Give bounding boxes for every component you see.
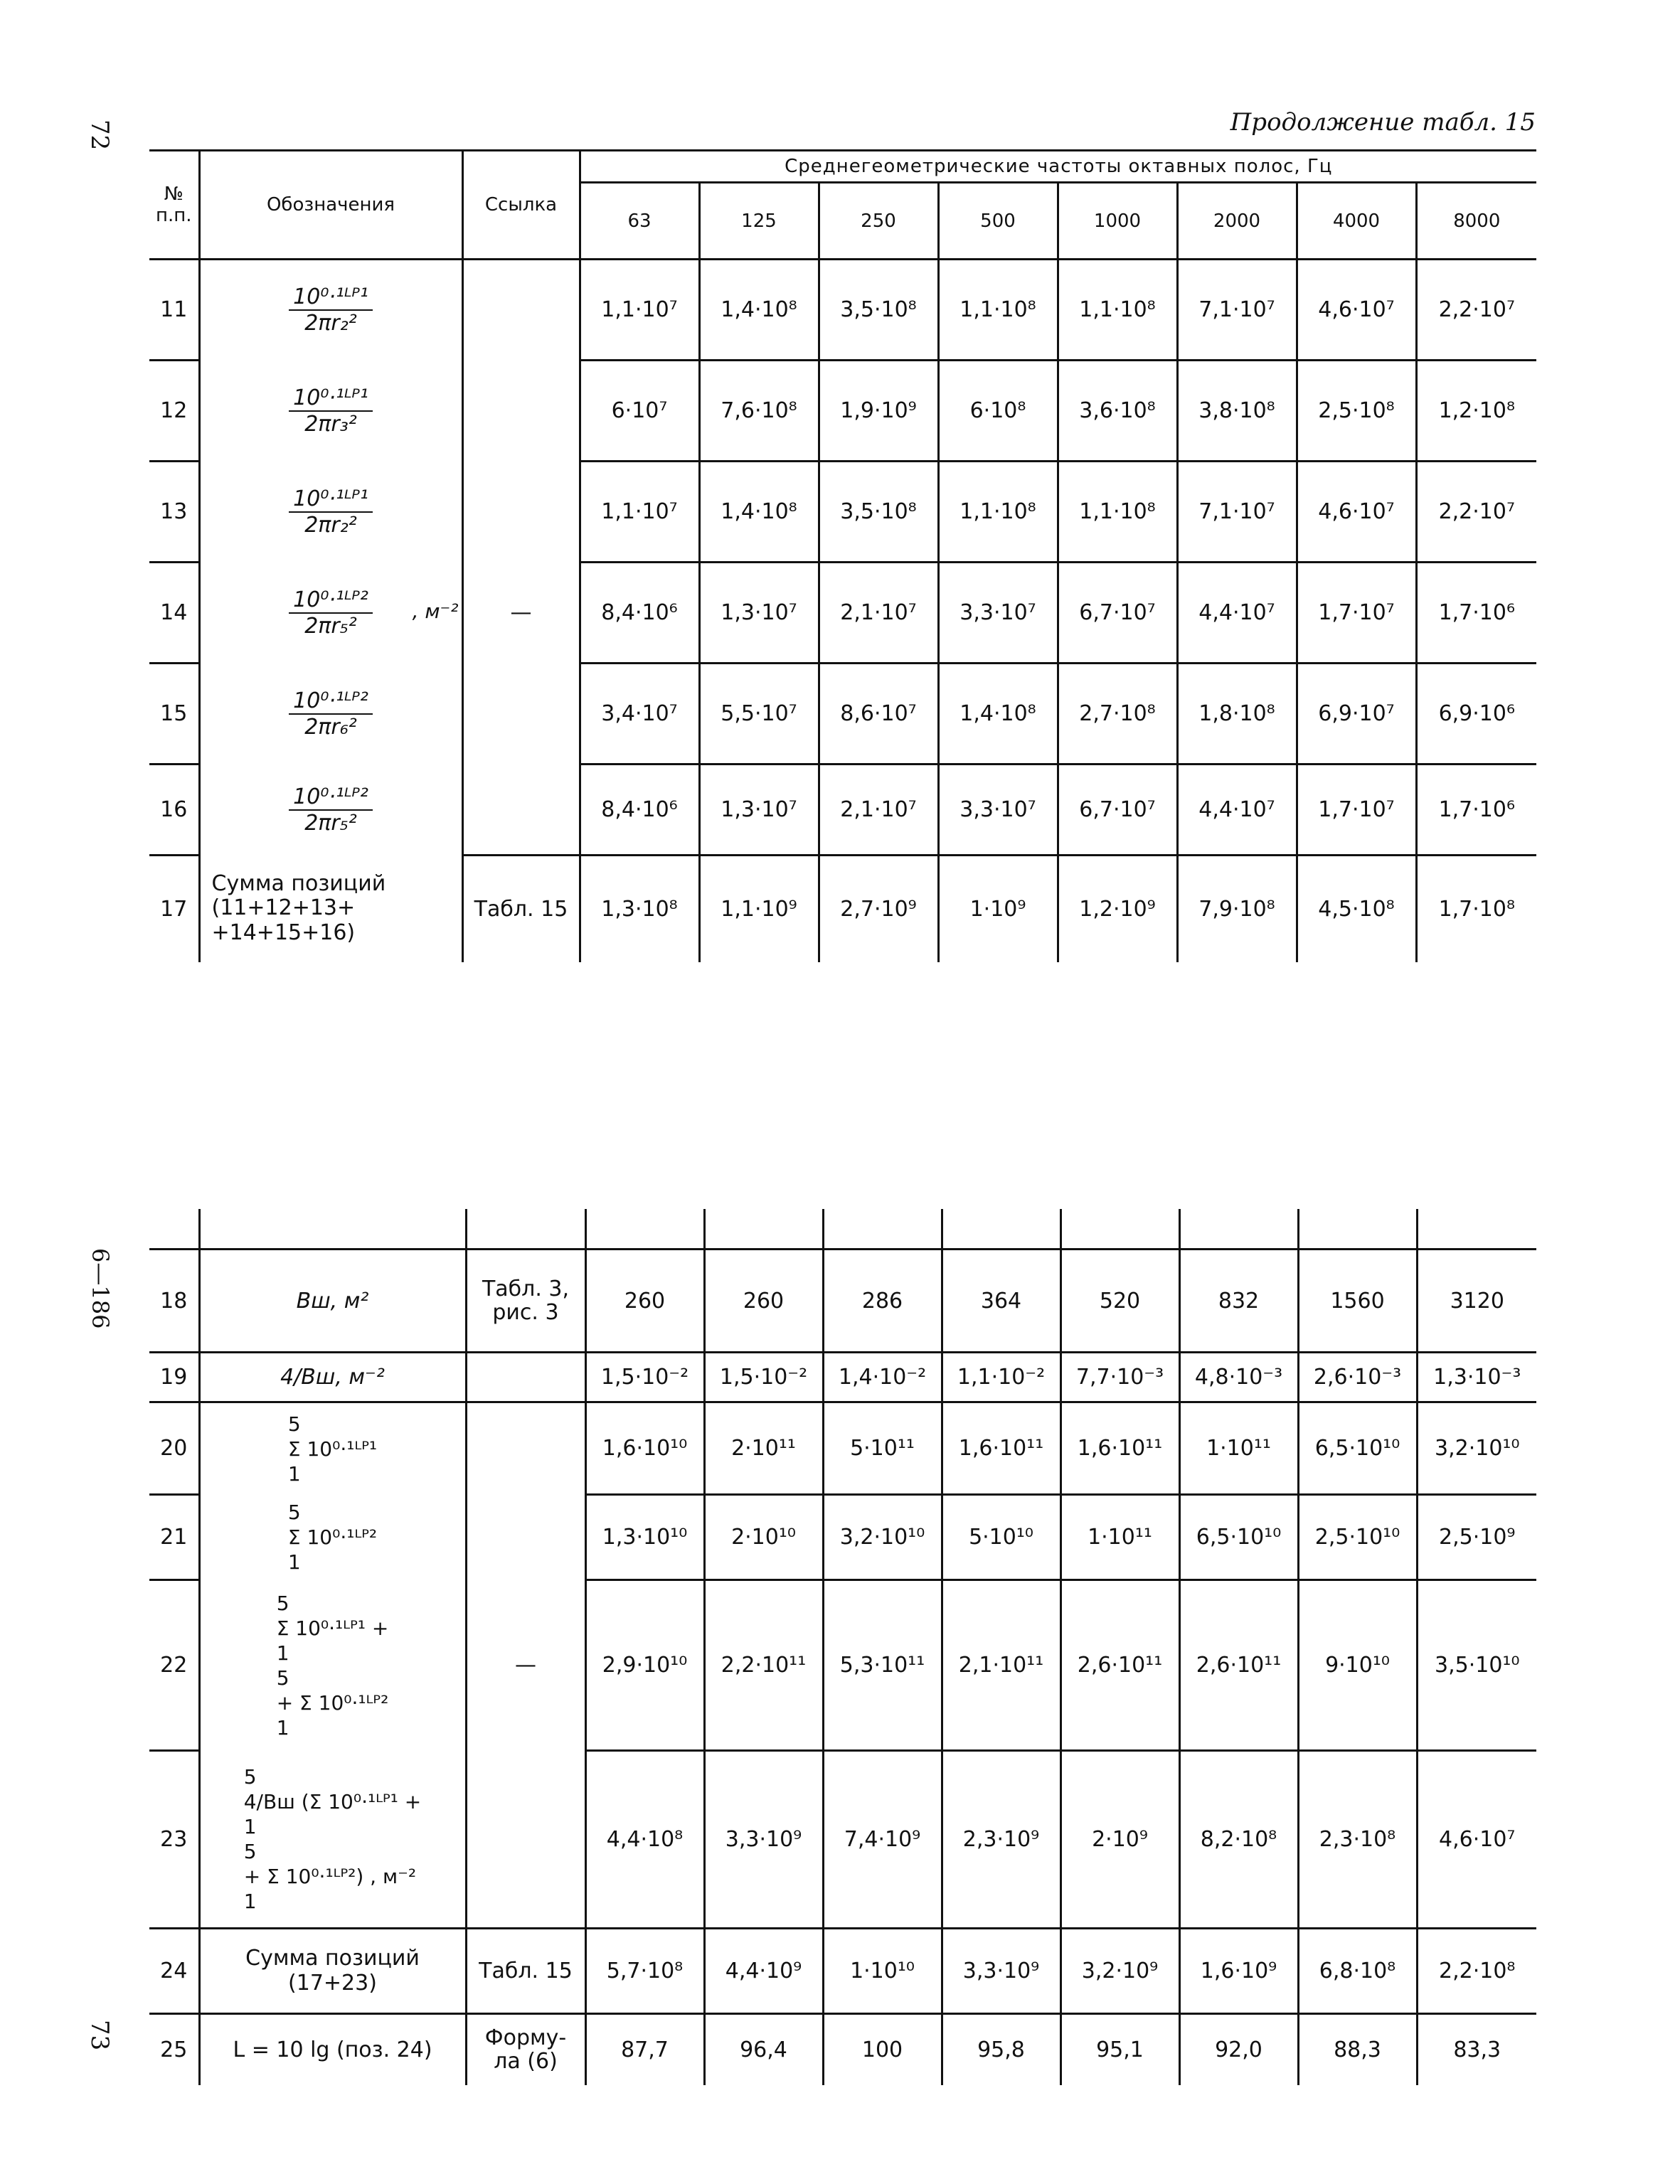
label-line: Сумма позиций	[211, 870, 386, 896]
reference-cell	[466, 1402, 585, 1495]
row-number: 24	[149, 1929, 199, 2014]
value-cell: 1,5·10⁻²	[585, 1353, 704, 1402]
designation-cell: $\frac{\text{10⁰·¹ᴸᴾ¹}}{\text{2πr₃²}}$	[199, 361, 462, 462]
value-cell: 8,2·10⁸	[1179, 1751, 1298, 1929]
value-cell: 4,4·10⁸	[585, 1751, 704, 1929]
value-cell: 1,1·10⁸	[938, 260, 1058, 361]
header-frequency-title: Среднегеометрические частоты октавных полос, Гц	[580, 151, 1536, 183]
reference-cell: Табл. 15	[462, 856, 580, 962]
value-cell: 100	[823, 2014, 942, 2085]
sum-lower-limit: 1	[243, 1889, 257, 1913]
header-freq: 63	[580, 183, 699, 260]
value-cell: 2,2·10⁷	[1416, 462, 1536, 563]
value-cell: 1,3·10⁸	[580, 856, 699, 962]
sum-lower-limit: 1	[287, 1550, 301, 1574]
value-cell: 95,8	[942, 2014, 1060, 2085]
value-cell: 1,1·10⁷	[580, 260, 699, 361]
value-cell: 2,6·10¹¹	[1060, 1580, 1179, 1751]
designation-cell: $\frac{\text{10⁰·¹ᴸᴾ²}}{\text{2πr₅²}}$ , м⁻²	[199, 563, 462, 664]
value-cell: 1,7·10⁷	[1297, 563, 1416, 664]
value-cell: 96,4	[704, 2014, 823, 2085]
value-cell: 2,2·10⁷	[1416, 260, 1536, 361]
row-number: 12	[149, 361, 199, 462]
value-cell: 6,8·10⁸	[1298, 1929, 1417, 2014]
header-freq: 8000	[1416, 183, 1536, 260]
row-number: 23	[149, 1751, 199, 1929]
value-cell: 4,6·10⁷	[1297, 462, 1416, 563]
reference-cell	[462, 462, 580, 563]
value-cell: 3,2·10⁹	[1060, 1929, 1179, 2014]
value-cell: 2,2·10¹¹	[704, 1580, 823, 1751]
value-cell: 3,2·10¹⁰	[823, 1495, 942, 1580]
label-line: (11+12+13+	[211, 895, 356, 921]
designation-cell: $\frac{\text{10⁰·¹ᴸᴾ¹}}{\text{2πr₂²}}$	[199, 462, 462, 563]
value-cell: 364	[942, 1250, 1060, 1353]
label-line: Сумма позиций	[245, 1946, 420, 1971]
sum-lower-limit: 1	[276, 1641, 289, 1665]
reference-cell	[466, 1353, 585, 1402]
value-cell: 1,1·10⁸	[1058, 462, 1177, 563]
value-cell: 4,6·10⁷	[1417, 1751, 1536, 1929]
sum-expression: Σ 10⁰·¹ᴸᴾ¹ +	[276, 1616, 389, 1640]
value-cell: 7,1·10⁷	[1177, 462, 1297, 563]
designation-cell: 4/Bш, м⁻²	[199, 1353, 466, 1402]
value-cell: 4,5·10⁸	[1297, 856, 1416, 962]
reference-cell	[462, 260, 580, 361]
value-cell: 2,3·10⁹	[942, 1751, 1060, 1929]
sum-expression: + Σ 10⁰·¹ᴸᴾ²) , м⁻²	[243, 1864, 417, 1888]
reference-dash: —	[462, 563, 580, 664]
value-cell: 3,8·10⁸	[1177, 361, 1297, 462]
value-cell: 3,5·10⁸	[819, 462, 938, 563]
value-cell: 2·10¹⁰	[704, 1495, 823, 1580]
header-no: № п.п.	[149, 151, 199, 260]
signature-mark: 6—186	[87, 1248, 114, 1329]
sum-lower-limit: 1	[276, 1715, 289, 1740]
value-cell: 520	[1060, 1250, 1179, 1353]
reference-cell	[466, 1751, 585, 1929]
value-cell: 2,9·10¹⁰	[585, 1580, 704, 1751]
sum-upper-limit: 5	[276, 1591, 289, 1615]
value-cell: 9·10¹⁰	[1298, 1580, 1417, 1751]
value-cell: 1,4·10⁸	[699, 462, 819, 563]
value-cell: 5·10¹⁰	[942, 1495, 1060, 1580]
designation-cell: Bш, м²	[199, 1250, 466, 1353]
designation-cell	[199, 1929, 466, 2014]
value-cell: 1,1·10⁹	[699, 856, 819, 962]
label-line: (17+23)	[288, 1970, 377, 1996]
designation-cell: $\frac{\text{10⁰·¹ᴸᴾ²}}{\text{2πr₅²}}$	[199, 765, 462, 856]
value-cell: 1,7·10⁸	[1416, 856, 1536, 962]
sum-upper-limit: 5	[243, 1839, 257, 1863]
value-cell: 3120	[1417, 1250, 1536, 1353]
reference-cell	[462, 765, 580, 856]
value-cell: 7,9·10⁸	[1177, 856, 1297, 962]
header-reference: Ссылка	[462, 151, 580, 260]
value-cell: 2,6·10¹¹	[1179, 1580, 1298, 1751]
value-cell: 95,1	[1060, 2014, 1179, 2085]
value-cell: 5·10¹¹	[823, 1402, 942, 1495]
row-number: 18	[149, 1250, 199, 1353]
header-freq: 2000	[1177, 183, 1297, 260]
unit-label: , м⁻²	[412, 599, 459, 623]
row-number: 16	[149, 765, 199, 856]
table-continuation-15-part1	[149, 149, 1536, 962]
value-cell: 2,6·10⁻³	[1298, 1353, 1417, 1402]
reference-cell	[466, 2014, 585, 2085]
value-cell: 7,6·10⁸	[699, 361, 819, 462]
value-cell: 1,6·10¹¹	[942, 1402, 1060, 1495]
value-cell: 3,4·10⁷	[580, 664, 699, 765]
value-cell: 1560	[1298, 1250, 1417, 1353]
value-cell: 2·10⁹	[1060, 1751, 1179, 1929]
sum-expression: Σ 10⁰·¹ᴸᴾ²	[287, 1525, 378, 1549]
value-cell: 1,7·10⁶	[1416, 765, 1536, 856]
value-cell: 8,4·10⁶	[580, 563, 699, 664]
value-cell: 1,1·10⁸	[1058, 260, 1177, 361]
value-cell: 2,3·10⁸	[1298, 1751, 1417, 1929]
reference-cell	[466, 1495, 585, 1580]
sum-expression: Σ 10⁰·¹ᴸᴾ¹	[287, 1437, 378, 1461]
value-cell: 6,5·10¹⁰	[1179, 1495, 1298, 1580]
sum-upper-limit: 5	[287, 1501, 301, 1524]
value-cell: 1,7·10⁷	[1297, 765, 1416, 856]
label-line: +14+15+16)	[211, 920, 356, 945]
value-cell: 6,9·10⁶	[1416, 664, 1536, 765]
value-cell: 1,6·10¹⁰	[585, 1402, 704, 1495]
sum-upper-limit: 5	[243, 1764, 257, 1789]
value-cell: 92,0	[1179, 2014, 1298, 2085]
value-cell: 4,8·10⁻³	[1179, 1353, 1298, 1402]
sum-expression: 4/Bш (Σ 10⁰·¹ᴸᴾ¹ +	[243, 1789, 422, 1813]
ref-line: ла (6)	[494, 2049, 558, 2074]
value-cell: 1·10¹⁰	[823, 1929, 942, 2014]
row-number: 11	[149, 260, 199, 361]
header-designation: Обозначения	[199, 151, 462, 260]
value-cell: 260	[704, 1250, 823, 1353]
value-cell: 4,4·10⁷	[1177, 563, 1297, 664]
value-cell: 1,3·10⁷	[699, 765, 819, 856]
value-cell: 2,5·10¹⁰	[1298, 1495, 1417, 1580]
value-cell: 1·10⁹	[938, 856, 1058, 962]
value-cell: 1,4·10⁻²	[823, 1353, 942, 1402]
value-cell: 260	[585, 1250, 704, 1353]
value-cell: 6,5·10¹⁰	[1298, 1402, 1417, 1495]
designation-cell: $\frac{\text{10⁰·¹ᴸᴾ¹}}{\text{2πr₂²}}$	[199, 260, 462, 361]
value-cell: 1,3·10⁷	[699, 563, 819, 664]
header-freq: 500	[938, 183, 1058, 260]
header-freq: 250	[819, 183, 938, 260]
value-cell: 1,2·10⁸	[1416, 361, 1536, 462]
designation-cell	[199, 1751, 466, 1929]
value-cell: 6,7·10⁷	[1058, 563, 1177, 664]
reference-cell	[462, 664, 580, 765]
value-cell: 8,6·10⁷	[819, 664, 938, 765]
value-cell: 2,1·10⁷	[819, 563, 938, 664]
value-cell: 6·10⁸	[938, 361, 1058, 462]
value-cell: 5,5·10⁷	[699, 664, 819, 765]
row-number: 25	[160, 2037, 188, 2062]
value-cell: 2,2·10⁸	[1417, 1929, 1536, 2014]
value-cell: 87,7	[585, 2014, 704, 2085]
row-number: 20	[149, 1402, 199, 1495]
value-cell: 5,3·10¹¹	[823, 1580, 942, 1751]
value-cell: 1,1·10⁸	[938, 462, 1058, 563]
value-cell: 2,1·10⁷	[819, 765, 938, 856]
designation-cell	[199, 1580, 466, 1751]
page-number-bottom: 73	[85, 2020, 114, 2051]
value-cell: 5,7·10⁸	[585, 1929, 704, 2014]
value-cell: 4,6·10⁷	[1297, 260, 1416, 361]
value-cell: 2,7·10⁸	[1058, 664, 1177, 765]
row-number: 17	[160, 896, 188, 922]
designation-cell: L = 10 lg (поз. 24)	[199, 2014, 466, 2085]
value-cell: 8,4·10⁶	[580, 765, 699, 856]
value-cell: 88,3	[1298, 2014, 1417, 2085]
value-cell: 3,5·10¹⁰	[1417, 1580, 1536, 1751]
value-cell: 6·10⁷	[580, 361, 699, 462]
sum-upper-limit: 5	[276, 1666, 289, 1690]
page-number-top: 72	[85, 119, 114, 151]
value-cell: 1,6·10⁹	[1179, 1929, 1298, 2014]
value-cell: 1,4·10⁸	[938, 664, 1058, 765]
sum-lower-limit: 1	[287, 1461, 301, 1486]
ref-line: рис. 3	[492, 1300, 559, 1325]
value-cell: 3,3·10⁷	[938, 563, 1058, 664]
designation-cell	[199, 1402, 466, 1495]
value-cell: 7,7·10⁻³	[1060, 1353, 1179, 1402]
value-cell: 832	[1179, 1250, 1298, 1353]
value-cell: 1,8·10⁸	[1177, 664, 1297, 765]
value-cell: 1·10¹¹	[1060, 1495, 1179, 1580]
reference-cell: Табл. 15	[466, 1929, 585, 2014]
designation-cell: $\frac{\text{10⁰·¹ᴸᴾ²}}{\text{2πr₆²}}$	[199, 664, 462, 765]
value-cell: 1,1·10⁷	[580, 462, 699, 563]
row-number: 14	[149, 563, 199, 664]
table-continuation-15-part2	[149, 1209, 1536, 2085]
sum-upper-limit: 5	[287, 1412, 301, 1436]
value-cell: 286	[823, 1250, 942, 1353]
header-freq: 125	[699, 183, 819, 260]
value-cell: 83,3	[1417, 2014, 1536, 2085]
value-cell: 6,7·10⁷	[1058, 765, 1177, 856]
row-number: 19	[149, 1353, 199, 1402]
value-cell: 1·10¹¹	[1179, 1402, 1298, 1495]
reference-dash: —	[466, 1580, 585, 1751]
value-cell: 2,5·10⁹	[1417, 1495, 1536, 1580]
value-cell: 3,3·10⁹	[704, 1751, 823, 1929]
row-number: 15	[149, 664, 199, 765]
value-cell: 2,1·10¹¹	[942, 1580, 1060, 1751]
designation-cell	[199, 1495, 466, 1580]
value-cell: 3,2·10¹⁰	[1417, 1402, 1536, 1495]
value-cell: 3,6·10⁸	[1058, 361, 1177, 462]
row-number: 21	[149, 1495, 199, 1580]
sum-expression: + Σ 10⁰·¹ᴸᴾ²	[276, 1690, 389, 1715]
row-number: 13	[149, 462, 199, 563]
header-freq: 1000	[1058, 183, 1177, 260]
value-cell: 1,6·10¹¹	[1060, 1402, 1179, 1495]
value-cell: 3,3·10⁷	[938, 765, 1058, 856]
value-cell: 2,7·10⁹	[819, 856, 938, 962]
value-cell: 6,9·10⁷	[1297, 664, 1416, 765]
value-cell: 7,4·10⁹	[823, 1751, 942, 1929]
value-cell: 1,3·10¹⁰	[585, 1495, 704, 1580]
header-freq: 4000	[1297, 183, 1416, 260]
reference-cell	[462, 361, 580, 462]
value-cell: 3,3·10⁹	[942, 1929, 1060, 2014]
sum-lower-limit: 1	[243, 1814, 257, 1838]
value-cell: 1,5·10⁻²	[704, 1353, 823, 1402]
value-cell: 2·10¹¹	[704, 1402, 823, 1495]
ref-line: Табл. 3,	[482, 1277, 570, 1301]
value-cell: 1,9·10⁹	[819, 361, 938, 462]
continuation-title: Продолжение табл. 15	[1230, 108, 1536, 137]
value-cell: 1,7·10⁶	[1416, 563, 1536, 664]
value-cell: 7,1·10⁷	[1177, 260, 1297, 361]
value-cell: 1,4·10⁸	[699, 260, 819, 361]
value-cell: 4,4·10⁷	[1177, 765, 1297, 856]
value-cell: 1,1·10⁻²	[942, 1353, 1060, 1402]
value-cell: 1,2·10⁹	[1058, 856, 1177, 962]
row-number: 22	[149, 1580, 199, 1751]
value-cell: 3,5·10⁸	[819, 260, 938, 361]
ref-line: Форму-	[484, 2025, 567, 2051]
designation-cell	[199, 856, 462, 962]
value-cell: 2,5·10⁸	[1297, 361, 1416, 462]
reference-cell	[466, 1250, 585, 1353]
value-cell: 1,3·10⁻³	[1417, 1353, 1536, 1402]
value-cell: 4,4·10⁹	[704, 1929, 823, 2014]
